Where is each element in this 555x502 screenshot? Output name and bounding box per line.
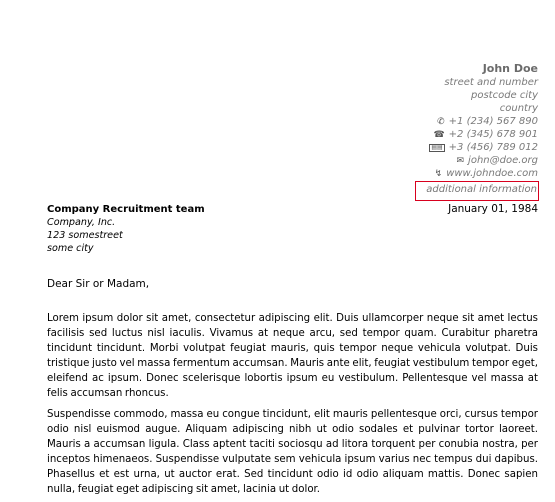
sender-fax: +3 (456) 789 012 [448, 142, 538, 153]
sender-name: John Doe [482, 62, 538, 75]
telephone-icon: ☎ [433, 130, 445, 140]
sender-mobile: +1 (234) 567 890 [448, 116, 538, 127]
sender-phone: +2 (345) 678 901 [448, 129, 538, 140]
mobile-phone-icon: ✆ [437, 117, 445, 127]
fax-icon: ▤▤ [431, 144, 443, 151]
sender-additional-row [278, 180, 538, 193]
letter-opening: Dear Sir or Madam, [47, 278, 150, 290]
body-paragraph-2: Suspendisse commodo, massa eu congue tincidunt, elit mauris pellentesque orci, cursus tempor odio nisl euismod augue. Aliquam adipiscing nibh ut odio sodales et pulvinar tortor laoreet. Mauris a accumsan ligula. Class aptent taciti sociosqu ad litora torquent per conubia nostra, per inceptos himenaeos. Suspendisse vulputate sem vehicula ipsum varius nec tempus dui dapibus. Phasellus et est urna, ut auctor erat. Sed tincidunt odio id odio aliquam mattis. Donec sapien nulla, feugiat eget adipiscing sit amet, lacinia ut dolor. [47, 408, 538, 496]
sender-email-row [278, 154, 538, 167]
recipient-street: 123 somestreet [47, 230, 123, 241]
recipient-company: Company, Inc. [47, 217, 116, 228]
sender-phone-row [278, 128, 538, 141]
sender-address-line-2: postcode city [470, 90, 538, 101]
letter-date: January 01, 1984 [448, 203, 538, 215]
recipient-name: Company Recruitment team [47, 204, 205, 215]
letter-body [47, 311, 538, 502]
envelope-icon: ✉ [456, 156, 465, 166]
recipient-block [47, 203, 205, 255]
sender-mobile-row [278, 115, 538, 128]
sender-homepage-row [278, 167, 538, 180]
recipient-city: some city [47, 243, 94, 254]
sender-email[interactable]: john@doe.org [468, 155, 538, 166]
body-paragraph-1: Lorem ipsum dolor sit amet, consectetur adipiscing elit. Duis ullamcorper neque sit amet lectus facilisis sed luctus nisl iaculis. Vivamus at neque arcu, sed tempor quam. Curabitur pharetra tincidunt tincidunt. Morbi volutpat feugiat mauris, quis tempor neque vehicula volutpat. Duis tristique justo vel massa fermentum accumsan. Mauris ante elit, feugiat vestibulum tempor eget, eleifend ac ipsum. Donec scelerisque lobortis ipsum eu vestibulum. Pellentesque vel massa at felis accumsan rhoncus. [47, 313, 538, 400]
additional-info-highlight [415, 181, 539, 201]
sender-address-line-3: country [499, 103, 538, 114]
homepage-icon: ↯ [434, 169, 443, 179]
sender-block [278, 62, 538, 193]
sender-additional-info: additional information [426, 184, 537, 195]
sender-fax-row [278, 141, 538, 154]
sender-homepage[interactable]: www.johndoe.com [446, 168, 538, 179]
sender-address-line-1: street and number [444, 77, 538, 88]
